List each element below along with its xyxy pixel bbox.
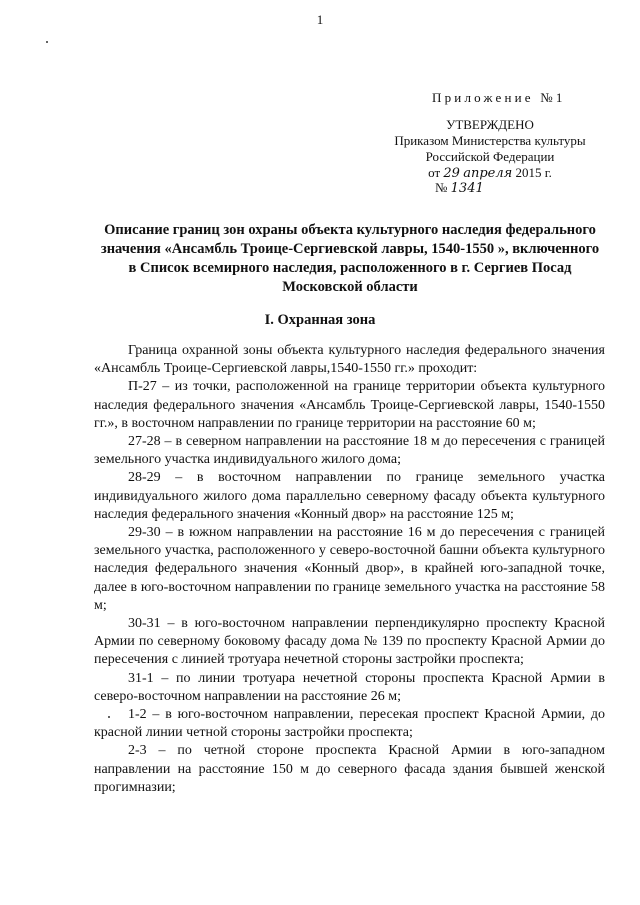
paragraph: 1-2 – в юго-восточном направлении, пересекая проспект Красной Армии, до красной линии четной стороны застройки проспекта; [94,707,605,741]
paragraph: 2-3 – по четной стороне проспекта Красной Армии в юго-западном направлении на расстояние 150 м до северного фасада здания бывшей женской прогимназии; [94,743,605,795]
paragraph: П-27 – из точки, расположенной на границе территории объекта культурного наследия федерального значения «Ансамбль Троице-Сергиевской лавры, 1540-1550 гг.», в восточном направлении по границе территории на расстояние 60 м; [94,379,605,431]
approval-block [370,117,610,182]
approval-date-year: 2015 г. [515,165,552,180]
approval-date-prefix: от [428,165,441,180]
document-body [94,342,605,797]
scan-speck [108,716,110,718]
approval-line-1: Приказом Министерства культуры [394,133,586,148]
section-heading: I. Охранная зона [264,312,376,328]
page-number: 1 [316,12,324,27]
paragraph: 30-31 – в юго-восточном направлении перпендикулярно проспекту Красной Армии по северному боковому фасаду дома № 139 по проспекту Красной Армии до пересечения с линией тротуара нечетной стороны застройки проспекта; [94,616,605,668]
approval-number: 1341 [450,181,484,196]
paragraph: 31-1 – по линии тротуара нечетной стороны проспекта Красной Армии в северо-восточном направлении на расстояние 26 м; [94,670,605,704]
paragraph: 28-29 – в восточном направлении по границе земельного участка индивидуального жилого дома параллельно северному фасаду объекта культурного наследия федерального значения «Конный двор» на расстояние 125 м; [94,470,605,522]
paragraph: 29-30 – в южном направлении на расстояние 16 м до пересечения с границей земельного участка, расположенного у северо-восточной башни объекта культурного наследия федерального значения «Конный двор», в крайней юго-западной точке, далее в юго-восточном направлении по границе земельного участка на расстояние 58 м; [94,525,605,613]
paragraph: 27-28 – в северном направлении на расстояние 18 м до пересечения с границей земельного участка индивидуального жилого дома; [94,434,605,468]
appendix-label: Приложение №1 [432,90,566,105]
scan-speck [46,41,48,43]
approval-number-line [435,180,484,196]
approval-line-2: Российской Федерации [425,149,555,164]
paragraph: Граница охранной зоны объекта культурного наследия федерального значения «Ансамбль Троице-Сергиевской лавры,1540-1550 гг.» проходит: [94,343,605,377]
number-sign: № [435,180,448,195]
approval-heading: УТВЕРЖДЕНО [446,117,534,132]
approval-date-line [370,165,610,182]
approval-date-month: апреля [463,166,513,181]
approval-date-day: 29 [443,166,460,181]
document-title: Описание границ зон охраны объекта культурного наследия федерального значения «Ансамбль Троице-Сергиевской лавры, 1540-1550 », включенного в Список всемирного наследия, расположенного в г. Сергиев Посад Московской области [100,222,600,295]
